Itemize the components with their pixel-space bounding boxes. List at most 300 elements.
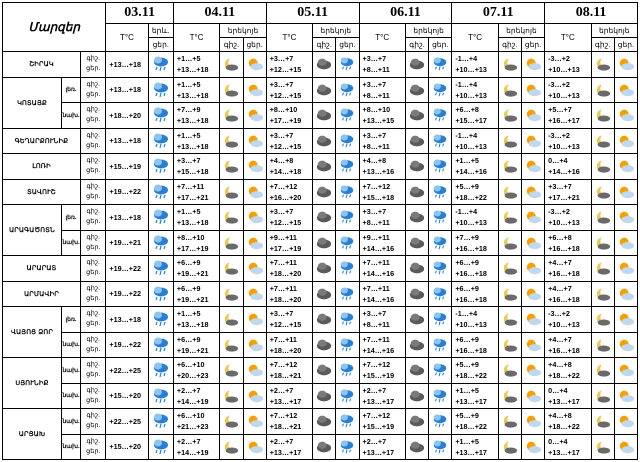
weather-icon-cell (148, 230, 173, 256)
sun-icon (614, 281, 637, 307)
moon-icon (220, 307, 243, 333)
rain-icon (429, 230, 452, 256)
temperature-cell: +5…+9 +18…+22 (452, 179, 498, 205)
temperature-cell: -1…+4 +10…+13 (452, 205, 498, 231)
temperature-cell: 0…+4 +14…+16 (545, 154, 591, 180)
table-row (3, 230, 638, 256)
table-row (3, 358, 638, 384)
moon-icon (591, 358, 614, 384)
sun-icon (521, 179, 544, 205)
cloud-icon (313, 383, 336, 409)
moon-icon (498, 383, 521, 409)
zone-label: լեռ. (62, 77, 81, 103)
temperature-cell: +2…+7 +13…+17 (266, 434, 312, 460)
regions-header: Մարզեր (3, 3, 106, 52)
night-abbr-header: գիշ. (498, 38, 521, 52)
temp-unit-header: T°C (106, 24, 148, 52)
cloud-icon (405, 128, 428, 154)
rain-icon (336, 332, 359, 358)
rain-icon (429, 358, 452, 384)
sun-icon (614, 179, 637, 205)
sun-icon (521, 307, 544, 333)
weather-icon-cell (148, 103, 173, 129)
cloud-icon (405, 230, 428, 256)
cloud-icon (405, 358, 428, 384)
zone-label: նախ. (62, 230, 81, 256)
sun-icon (521, 77, 544, 103)
cloud-icon (405, 77, 428, 103)
temperature-cell: +4…+8 +18…+22 (545, 409, 591, 435)
moon-icon (591, 154, 614, 180)
table-row (3, 434, 638, 460)
temperature-cell: +22…+25 (106, 358, 148, 384)
rain-icon (336, 409, 359, 435)
temperature-cell: -3…+2 +10…+13 (545, 128, 591, 154)
night-day-label: գիշ. ցեր. (81, 281, 106, 307)
weather-icon-cell (148, 383, 173, 409)
table-row (3, 409, 638, 435)
night-day-label: գիշ. ցեր. (81, 332, 106, 358)
temperature-cell: +13…+18 (106, 205, 148, 231)
weather-icon-cell (148, 307, 173, 333)
sun-icon (521, 154, 544, 180)
sun-icon (614, 103, 637, 129)
weather-icon-cell (148, 128, 173, 154)
moon-icon (591, 434, 614, 460)
temperature-cell: +2…+7 +14…+19 (173, 434, 219, 460)
temperature-cell: +6…+9 +16…+18 (452, 281, 498, 307)
sun-icon (614, 52, 637, 78)
zone-label: նախ. (62, 358, 81, 384)
temperature-cell: +3…+7 +8…+11 (359, 77, 405, 103)
rain-icon (336, 358, 359, 384)
sun-icon (243, 205, 266, 231)
sun-icon (243, 281, 266, 307)
table-row (3, 77, 638, 103)
cloud-icon (405, 256, 428, 282)
sun-icon (521, 434, 544, 460)
date-header: 08.11 (545, 3, 638, 24)
sun-icon (614, 307, 637, 333)
temperature-cell: +2…+7 +13…+17 (359, 383, 405, 409)
moon-icon (498, 230, 521, 256)
temperature-cell: +13…+18 (106, 52, 148, 78)
temperature-cell: +1…+5 +13…+18 (173, 77, 219, 103)
temperature-cell: +7…+12 +18…+21 (266, 409, 312, 435)
temperature-cell: +3…+7 +17…+21 (545, 179, 591, 205)
cloud-icon (313, 358, 336, 384)
sun-icon (614, 205, 637, 231)
sun-icon (521, 332, 544, 358)
moon-icon (591, 128, 614, 154)
moon-icon (220, 179, 243, 205)
rain-icon (429, 205, 452, 231)
temperature-cell: +5…+9 +18…+22 (452, 358, 498, 384)
rain-icon (429, 128, 452, 154)
sun-icon (243, 154, 266, 180)
zone-label: նախ. (62, 409, 81, 435)
sun-icon (243, 230, 266, 256)
table-row (3, 128, 638, 154)
sun-icon (614, 383, 637, 409)
rain-icon (336, 179, 359, 205)
moon-icon (498, 409, 521, 435)
temperature-cell: +5…+9 +18…+22 (452, 409, 498, 435)
region-name: ՎԱՅՈՑ ՁՈՐ (3, 307, 62, 358)
cloud-icon (405, 281, 428, 307)
table-row (3, 383, 638, 409)
moon-icon (498, 103, 521, 129)
temp-unit-header: T°C (266, 24, 312, 52)
moon-icon (591, 230, 614, 256)
cloud-icon (405, 205, 428, 231)
temperature-cell: -3…+2 +10…+13 (545, 77, 591, 103)
rain-icon (336, 205, 359, 231)
temperature-cell: +15…+20 (106, 383, 148, 409)
table-row (3, 103, 638, 129)
temperature-cell: +2…+7 +13…+17 (266, 383, 312, 409)
date-header: 04.11 (173, 3, 266, 24)
moon-icon (220, 383, 243, 409)
temperature-cell: +9…+11 +14…+16 (359, 230, 405, 256)
moon-icon (220, 128, 243, 154)
day-abbr-header: ցեր. (148, 38, 173, 52)
temperature-cell: -3…+2 +10…+13 (545, 52, 591, 78)
temperature-cell: +1…+5 +14…+16 (452, 154, 498, 180)
moon-icon (220, 52, 243, 78)
region-name: ՇԻՐԱԿ (3, 52, 81, 78)
sun-icon (243, 128, 266, 154)
rain-icon (336, 434, 359, 460)
cloud-icon (313, 256, 336, 282)
moon-icon (498, 52, 521, 78)
period-header: երեկոյե (498, 24, 544, 38)
zone-label: նախ. (62, 383, 81, 409)
rain-icon (336, 154, 359, 180)
temperature-cell: +15…+20 (106, 434, 148, 460)
temperature-cell: +3…+7 +8…+11 (359, 205, 405, 231)
day-abbr-header: ցեր. (243, 38, 266, 52)
temperature-cell: +7…+9 +13…+18 (173, 103, 219, 129)
cloud-icon (313, 128, 336, 154)
sun-icon (614, 256, 637, 282)
rain-icon (429, 383, 452, 409)
sun-icon (521, 230, 544, 256)
sun-icon (243, 307, 266, 333)
table-row (3, 256, 638, 282)
temperature-cell: +5…+7 +16…+17 (545, 103, 591, 129)
sun-icon (243, 103, 266, 129)
sun-icon (243, 179, 266, 205)
sun-icon (614, 434, 637, 460)
temperature-cell: +7…+11 +14…+16 (359, 281, 405, 307)
moon-icon (591, 77, 614, 103)
moon-icon (220, 154, 243, 180)
moon-icon (220, 205, 243, 231)
temperature-cell: +1…+5 +13…+18 (173, 307, 219, 333)
date-header: 03.11 (106, 3, 174, 24)
day-abbr-header: ցեր. (614, 38, 637, 52)
region-name: ԱՐՄԱՎԻՐ (3, 281, 81, 307)
temperature-cell: +7…+9 +16…+18 (452, 230, 498, 256)
temperature-cell: +15…+19 (106, 154, 148, 180)
night-abbr-header: գիշ. (591, 38, 614, 52)
temperature-cell: +4…+8 +18…+22 (545, 358, 591, 384)
moon-icon (591, 332, 614, 358)
weather-icon-cell (148, 179, 173, 205)
moon-icon (220, 281, 243, 307)
temperature-cell: +18…+20 (106, 103, 148, 129)
temperature-cell: -1…+4 +10…+13 (452, 77, 498, 103)
zone-label: լեռ. (62, 307, 81, 333)
period-header: երեկոյե (313, 24, 359, 38)
sun-icon (521, 205, 544, 231)
cloud-icon (313, 205, 336, 231)
rain-icon (429, 52, 452, 78)
night-abbr-header: գիշ. (220, 38, 243, 52)
temperature-cell: +13…+18 (106, 128, 148, 154)
sun-icon (521, 52, 544, 78)
temperature-cell: +1…+5 +13…+18 (173, 205, 219, 231)
sun-icon (521, 358, 544, 384)
cloud-icon (405, 332, 428, 358)
temp-unit-header: T°C (173, 24, 219, 52)
cloud-icon (313, 409, 336, 435)
temperature-cell: +6…+9 +19…+21 (173, 281, 219, 307)
rain-icon (429, 307, 452, 333)
region-name: ՍՅՈՒՆԻՔ (3, 358, 62, 409)
date-header: 05.11 (266, 3, 359, 24)
zone-label: նախ. (62, 332, 81, 358)
rain-icon (336, 281, 359, 307)
temperature-cell: +4…+7 +16…+18 (545, 256, 591, 282)
rain-icon (429, 409, 452, 435)
sun-icon (243, 434, 266, 460)
rain-icon (429, 103, 452, 129)
cloud-icon (405, 154, 428, 180)
weather-icon-cell (148, 256, 173, 282)
cloud-icon (313, 307, 336, 333)
temperature-cell: +19…+22 (106, 281, 148, 307)
night-abbr-header: գիշ. (313, 38, 336, 52)
rain-icon (336, 103, 359, 129)
temperature-cell: +7…+11 +14…+16 (359, 256, 405, 282)
temperature-cell: +3…+7 +8…+11 (359, 307, 405, 333)
night-day-label: գիշ. ցեր. (81, 434, 106, 460)
moon-icon (498, 434, 521, 460)
region-name: ԱՐՑԱԽ (3, 409, 62, 460)
temperature-cell: +4…+8 +14…+18 (266, 154, 312, 180)
temperature-cell: +6…+9 +16…+18 (452, 256, 498, 282)
temperature-cell: +3…+7 +12…+15 (266, 77, 312, 103)
temperature-cell: +8…+10 +17…+19 (266, 103, 312, 129)
temperature-cell: +19…+22 (106, 256, 148, 282)
moon-icon (220, 77, 243, 103)
date-header: 07.11 (452, 3, 545, 24)
temperature-cell: +2…+7 +14…+19 (173, 383, 219, 409)
temperature-cell: +6…+8 +16…+18 (545, 230, 591, 256)
night-day-label: գիշ. ցեր. (81, 154, 106, 180)
sun-icon (521, 103, 544, 129)
cloud-icon (313, 230, 336, 256)
cloud-icon (313, 179, 336, 205)
cloud-icon (405, 52, 428, 78)
temperature-cell: +6…+10 +21…+23 (173, 409, 219, 435)
table-row (3, 332, 638, 358)
temperature-cell: +19…+22 (106, 332, 148, 358)
temperature-cell: +8…+10 +17…+19 (173, 230, 219, 256)
forecast-table-wrapper (2, 2, 638, 460)
sun-icon (243, 52, 266, 78)
cloud-icon (313, 434, 336, 460)
zone-label: լեռ. (62, 205, 81, 231)
cloud-icon (405, 103, 428, 129)
temperature-cell: +13…+18 (106, 77, 148, 103)
moon-icon (591, 383, 614, 409)
temperature-cell: +7…+12 +15…+19 (359, 409, 405, 435)
rain-icon (429, 256, 452, 282)
sun-icon (243, 77, 266, 103)
cloud-icon (405, 179, 428, 205)
moon-icon (591, 281, 614, 307)
temperature-cell: +1…+5 +13…+18 (173, 52, 219, 78)
weather-icon-cell (148, 434, 173, 460)
region-name: ԳԵՂԱՐՔՈՒՆԻՔ (3, 128, 81, 154)
cloud-icon (405, 383, 428, 409)
temperature-cell: -1…+4 +10…+13 (452, 307, 498, 333)
period-header: երև. (148, 24, 173, 38)
rain-icon (429, 154, 452, 180)
sun-icon (521, 383, 544, 409)
weather-icon-cell (148, 154, 173, 180)
rain-icon (336, 256, 359, 282)
weather-icon-cell (148, 52, 173, 78)
temperature-cell: +3…+7 +8…+11 (359, 128, 405, 154)
moon-icon (591, 409, 614, 435)
temperature-cell: +6…+9 +19…+21 (173, 332, 219, 358)
temperature-cell: -1…+4 +10…+13 (452, 128, 498, 154)
rain-icon (429, 179, 452, 205)
night-day-label: գիշ. ցեր. (81, 128, 106, 154)
sun-icon (521, 409, 544, 435)
temperature-cell: +6…+8 +15…+17 (452, 103, 498, 129)
rain-icon (336, 230, 359, 256)
moon-icon (498, 358, 521, 384)
zone-label: նախ. (62, 103, 81, 129)
temperature-cell: +7…+12 +16…+20 (266, 179, 312, 205)
sun-icon (614, 409, 637, 435)
cloud-icon (313, 77, 336, 103)
region-name: ՏԱՎՈՒՇ (3, 179, 81, 205)
region-name: ԱՐԱՐԱՏ (3, 256, 81, 282)
temperature-cell: +22…+25 (106, 409, 148, 435)
temp-unit-header: T°C (359, 24, 405, 52)
cloud-icon (313, 103, 336, 129)
moon-icon (591, 307, 614, 333)
rain-icon (336, 128, 359, 154)
rain-icon (429, 281, 452, 307)
moon-icon (498, 281, 521, 307)
moon-icon (498, 154, 521, 180)
temperature-cell: 0…+4 +13…+17 (545, 434, 591, 460)
region-name: ԿՈՏԱՅՔ (3, 77, 62, 128)
temperature-cell: +6…+9 +16…+18 (452, 332, 498, 358)
table-row (3, 205, 638, 231)
temperature-cell: +3…+7 +8…+11 (359, 52, 405, 78)
period-header: երեկոյե (591, 24, 637, 38)
region-name: ԱՐԱԳԱԾՈՏՆ (3, 205, 62, 256)
moon-icon (220, 434, 243, 460)
night-day-label: գիշ. ցեր. (81, 179, 106, 205)
zone-label: նախ. (62, 434, 81, 460)
temperature-cell: -1…+4 +10…+13 (452, 52, 498, 78)
table-row (3, 307, 638, 333)
sun-icon (243, 383, 266, 409)
temperature-cell: +7…+12 +15…+19 (359, 358, 405, 384)
temperature-cell: +6…+10 +20…+23 (173, 358, 219, 384)
rain-icon (336, 52, 359, 78)
moon-icon (591, 205, 614, 231)
sun-icon (614, 332, 637, 358)
temperature-cell: +1…+5 +13…+17 (452, 434, 498, 460)
moon-icon (220, 230, 243, 256)
weather-icon-cell (148, 358, 173, 384)
moon-icon (591, 103, 614, 129)
temperature-cell: +4…+8 +13…+16 (359, 154, 405, 180)
temperature-cell: +3…+7 +15…+18 (173, 154, 219, 180)
moon-icon (498, 77, 521, 103)
sun-icon (243, 409, 266, 435)
weather-icon-cell (148, 409, 173, 435)
weather-icon-cell (148, 205, 173, 231)
night-day-label: գիշ. ցեր. (81, 409, 106, 435)
moon-icon (498, 256, 521, 282)
cloud-icon (405, 409, 428, 435)
moon-icon (498, 205, 521, 231)
temperature-cell: +7…+11 +18…+20 (266, 281, 312, 307)
temperature-cell: +3…+7 +12…+15 (266, 52, 312, 78)
night-day-label: գիշ. ցեր. (81, 256, 106, 282)
temperature-cell: +3…+7 +12…+15 (266, 307, 312, 333)
moon-icon (220, 103, 243, 129)
period-header: երեկոյե (405, 24, 451, 38)
rain-icon (429, 434, 452, 460)
temperature-cell: +3…+7 +12…+15 (266, 128, 312, 154)
temperature-cell: +9…+11 +17…+19 (266, 230, 312, 256)
period-header: երեկոյե (220, 24, 266, 38)
forecast-table (2, 2, 638, 460)
temperature-cell: +7…+11 +14…+16 (359, 332, 405, 358)
sun-icon (521, 128, 544, 154)
weather-icon-cell (148, 281, 173, 307)
temperature-cell: 0…+4 +13…+17 (545, 383, 591, 409)
temperature-cell: +7…+11 +18…+20 (266, 256, 312, 282)
temperature-cell: -3…+2 +10…+13 (545, 307, 591, 333)
moon-icon (220, 358, 243, 384)
sun-icon (521, 256, 544, 282)
temperature-cell: +3…+7 +12…+15 (266, 205, 312, 231)
night-day-label: գիշ. ցեր. (81, 307, 106, 333)
sun-icon (243, 358, 266, 384)
cloud-icon (313, 332, 336, 358)
moon-icon (498, 332, 521, 358)
cloud-icon (313, 154, 336, 180)
day-abbr-header: ցեր. (429, 38, 452, 52)
cloud-icon (313, 52, 336, 78)
temperature-cell: +19…+21 (106, 230, 148, 256)
day-abbr-header: ցեր. (336, 38, 359, 52)
night-day-label: գիշ. ցեր. (81, 52, 106, 78)
